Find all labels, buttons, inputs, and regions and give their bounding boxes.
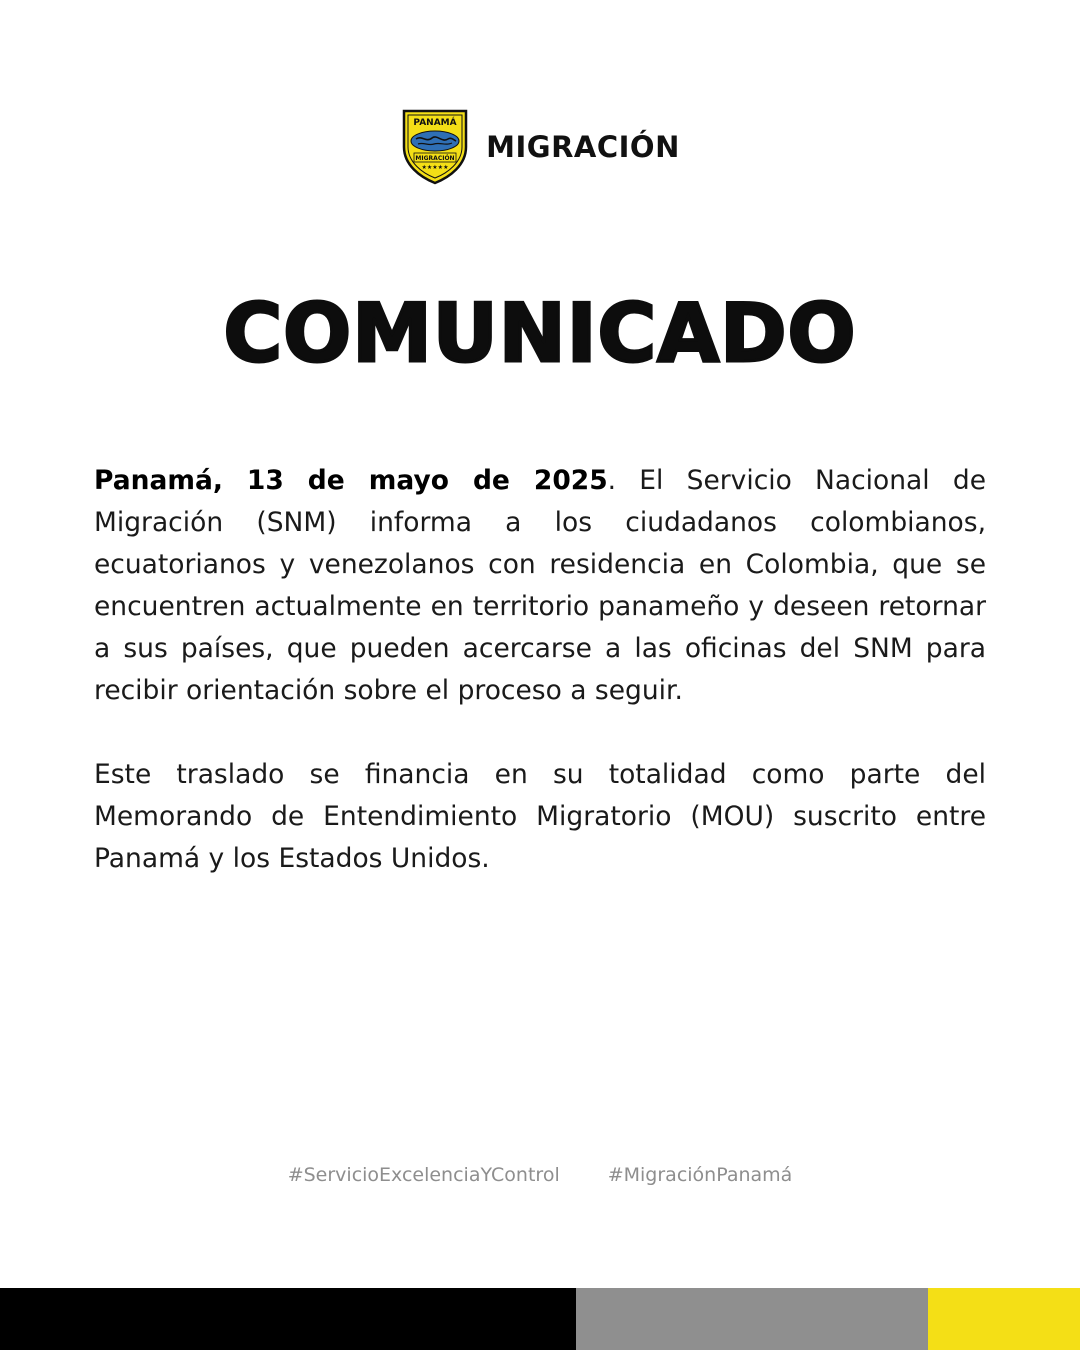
hashtags: [0, 1160, 1080, 1190]
statement-paragraph-2: Este traslado se financia en su totalidad como parte del Memorando de Entendimiento Migratorio (MOU) suscrito entre Panamá y los Estados Unidos.: [94, 759, 986, 874]
statement-date: Panamá, 13 de mayo de 2025: [94, 465, 608, 496]
statement-paragraph-1-text: . El Servicio Nacional de Migración (SNM) informa a los ciudadanos colombianos, ecuatorianos y venezolanos con residencia en Colombia, que se encuentren actualmente en territorio panameño y deseen retornar a sus países, que pueden acercarse a las oficinas del SNM para recibir orientación sobre el proceso a seguir.: [94, 465, 986, 706]
panama-migracion-shield-logo-icon: [400, 107, 470, 185]
logo-text-top: PANAMÁ: [413, 118, 457, 128]
footer-bar-gray: [576, 1288, 928, 1350]
footer-bar-yellow: [928, 1288, 1080, 1350]
statement-body: [94, 460, 986, 880]
svg-text:★★★★★: ★★★★★: [421, 164, 449, 171]
hashtag-migracion: #MigraciónPanamá: [607, 1164, 793, 1186]
page-title: COMUNICADO: [223, 287, 857, 380]
footer-color-bar: [0, 1288, 1080, 1350]
statement-paragraph-1: [94, 460, 986, 712]
logo-text-bottom: MIGRACIÓN: [415, 155, 455, 162]
hashtag-servicio: #ServicioExcelenciaYControl: [287, 1164, 560, 1186]
brand-name: MIGRACIÓN: [486, 130, 680, 164]
footer-bar-black: [0, 1288, 576, 1350]
header: [0, 106, 1080, 186]
